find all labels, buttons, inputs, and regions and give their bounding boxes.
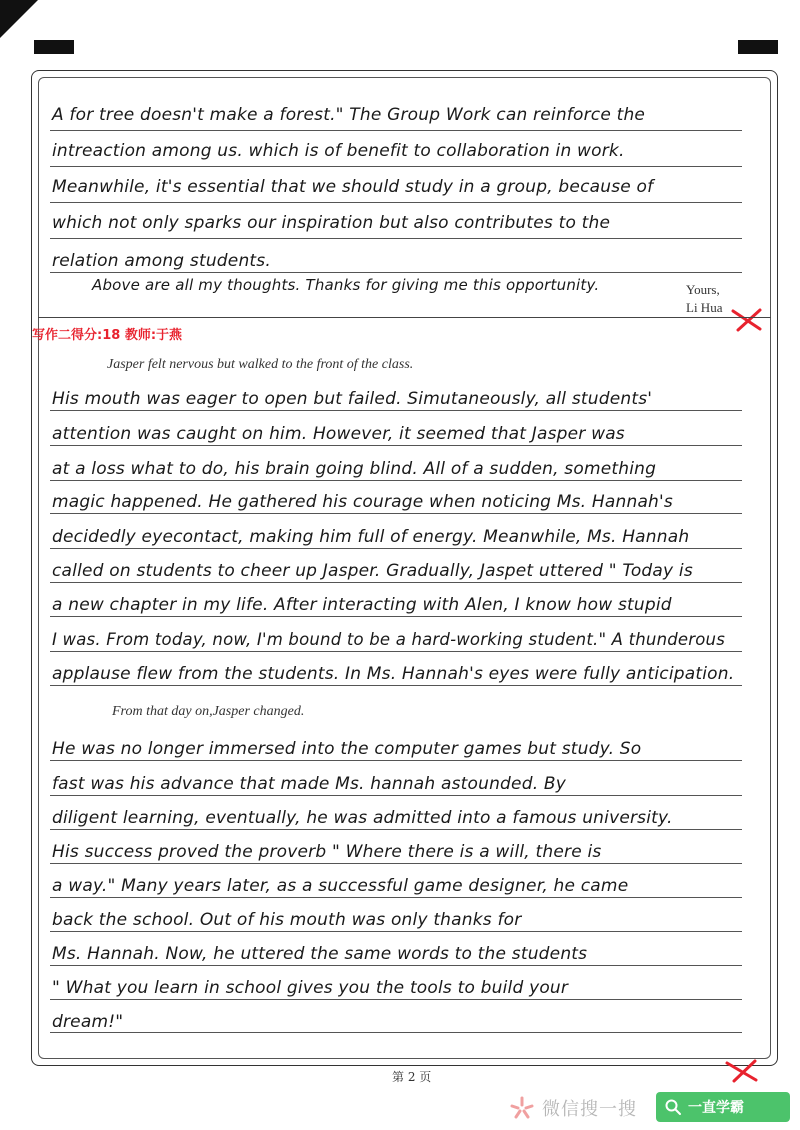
ruled-line xyxy=(50,445,742,446)
ruled-line xyxy=(50,931,742,932)
grading-x-mark-icon xyxy=(724,1058,760,1084)
story-line: magic happened. He gathered his courage when noticing Ms. Hannah's xyxy=(52,492,673,512)
letter-line: Meanwhile, it's essential that we should study in a group, because of xyxy=(52,177,654,197)
wechat-search-logo-icon xyxy=(508,1094,536,1122)
story-line: at a loss what to do, his brain going blind. All of a sudden, something xyxy=(52,459,657,479)
score-label: 写作二得分:18 教师:于燕 xyxy=(32,328,183,343)
letter-line: intreaction among us. which is of benefit to collaboration in work. xyxy=(52,141,625,161)
story-line: a new chapter in my life. After interacting with Alen, I know how stupid xyxy=(52,595,672,615)
letter-closing-line: Above are all my thoughts. Thanks for giving me this opportunity. xyxy=(92,276,600,294)
wechat-search-watermark xyxy=(508,1094,637,1122)
ruled-line xyxy=(50,410,742,411)
story-line: a way." Many years later, as a successful game designer, he came xyxy=(52,876,629,896)
registration-mark-left xyxy=(34,40,74,54)
story-line: He was no longer immersed into the computer games but study. So xyxy=(52,739,642,759)
watermark-search-text: 微信搜一搜 xyxy=(542,1099,637,1120)
story-line: fast was his advance that made Ms. hannah astounded. By xyxy=(52,774,567,794)
story-line: " What you learn in school gives you the tools to build your xyxy=(52,978,569,998)
story-line: dream!" xyxy=(52,1012,124,1032)
story-prompt-2: From that day on,Jasper changed. xyxy=(112,704,305,719)
story-line: His mouth was eager to open but failed. Simutaneously, all students' xyxy=(52,389,653,409)
ruled-line xyxy=(50,202,742,203)
story-line: diligent learning, eventually, he was admitted into a famous university. xyxy=(52,808,673,828)
ruled-line xyxy=(50,829,742,830)
watermark-badge xyxy=(656,1092,790,1122)
letter-line: relation among students. xyxy=(52,251,271,271)
ruled-line xyxy=(50,651,742,652)
story-line: decidedly eyecontact, making him full of energy. Meanwhile, Ms. Hannah xyxy=(52,527,690,547)
search-icon xyxy=(664,1098,682,1116)
ruled-line xyxy=(50,999,742,1000)
corner-registration-mark xyxy=(0,0,38,38)
ruled-line xyxy=(50,760,742,761)
story-prompt-1: Jasper felt nervous but walked to the front of the class. xyxy=(107,357,414,372)
letter-sign-off: Yours, xyxy=(686,282,720,297)
watermark-badge-text: 一直学霸 xyxy=(688,1100,744,1116)
letter-signature: Li Hua xyxy=(686,300,723,315)
ruled-line xyxy=(50,238,742,239)
ruled-line xyxy=(50,513,742,514)
story-line: back the school. Out of his mouth was only thanks for xyxy=(52,910,522,930)
ruled-line xyxy=(50,616,742,617)
story-line: applause flew from the students. In Ms. Hannah's eyes were fully anticipation. xyxy=(52,664,735,684)
ruled-line xyxy=(50,548,742,549)
page-number: 第 2 页 xyxy=(392,1070,432,1084)
section-divider xyxy=(38,317,771,318)
registration-mark-right xyxy=(738,40,778,54)
ruled-line xyxy=(50,965,742,966)
letter-line: A for tree doesn't make a forest." The Group Work can reinforce the xyxy=(52,105,646,125)
grading-x-mark-icon xyxy=(730,307,764,333)
ruled-line xyxy=(50,1032,742,1033)
ruled-line xyxy=(50,795,742,796)
story-line: attention was caught on him. However, it seemed that Jasper was xyxy=(52,424,625,444)
ruled-line xyxy=(50,582,742,583)
ruled-line xyxy=(50,480,742,481)
ruled-line xyxy=(50,272,742,273)
ruled-line xyxy=(50,685,742,686)
ruled-line xyxy=(50,166,742,167)
story-line: Ms. Hannah. Now, he uttered the same words to the students xyxy=(52,944,588,964)
ruled-line xyxy=(50,863,742,864)
story-line: called on students to cheer up Jasper. Gradually, Jaspet uttered " Today is xyxy=(52,561,693,581)
letter-line: which not only sparks our inspiration but also contributes to the xyxy=(52,213,611,233)
ruled-line xyxy=(50,130,742,131)
story-line: His success proved the proverb " Where there is a will, there is xyxy=(52,842,602,862)
story-line: I was. From today, now, I'm bound to be a hard-working student." A thunderous xyxy=(52,630,726,649)
ruled-line xyxy=(50,897,742,898)
